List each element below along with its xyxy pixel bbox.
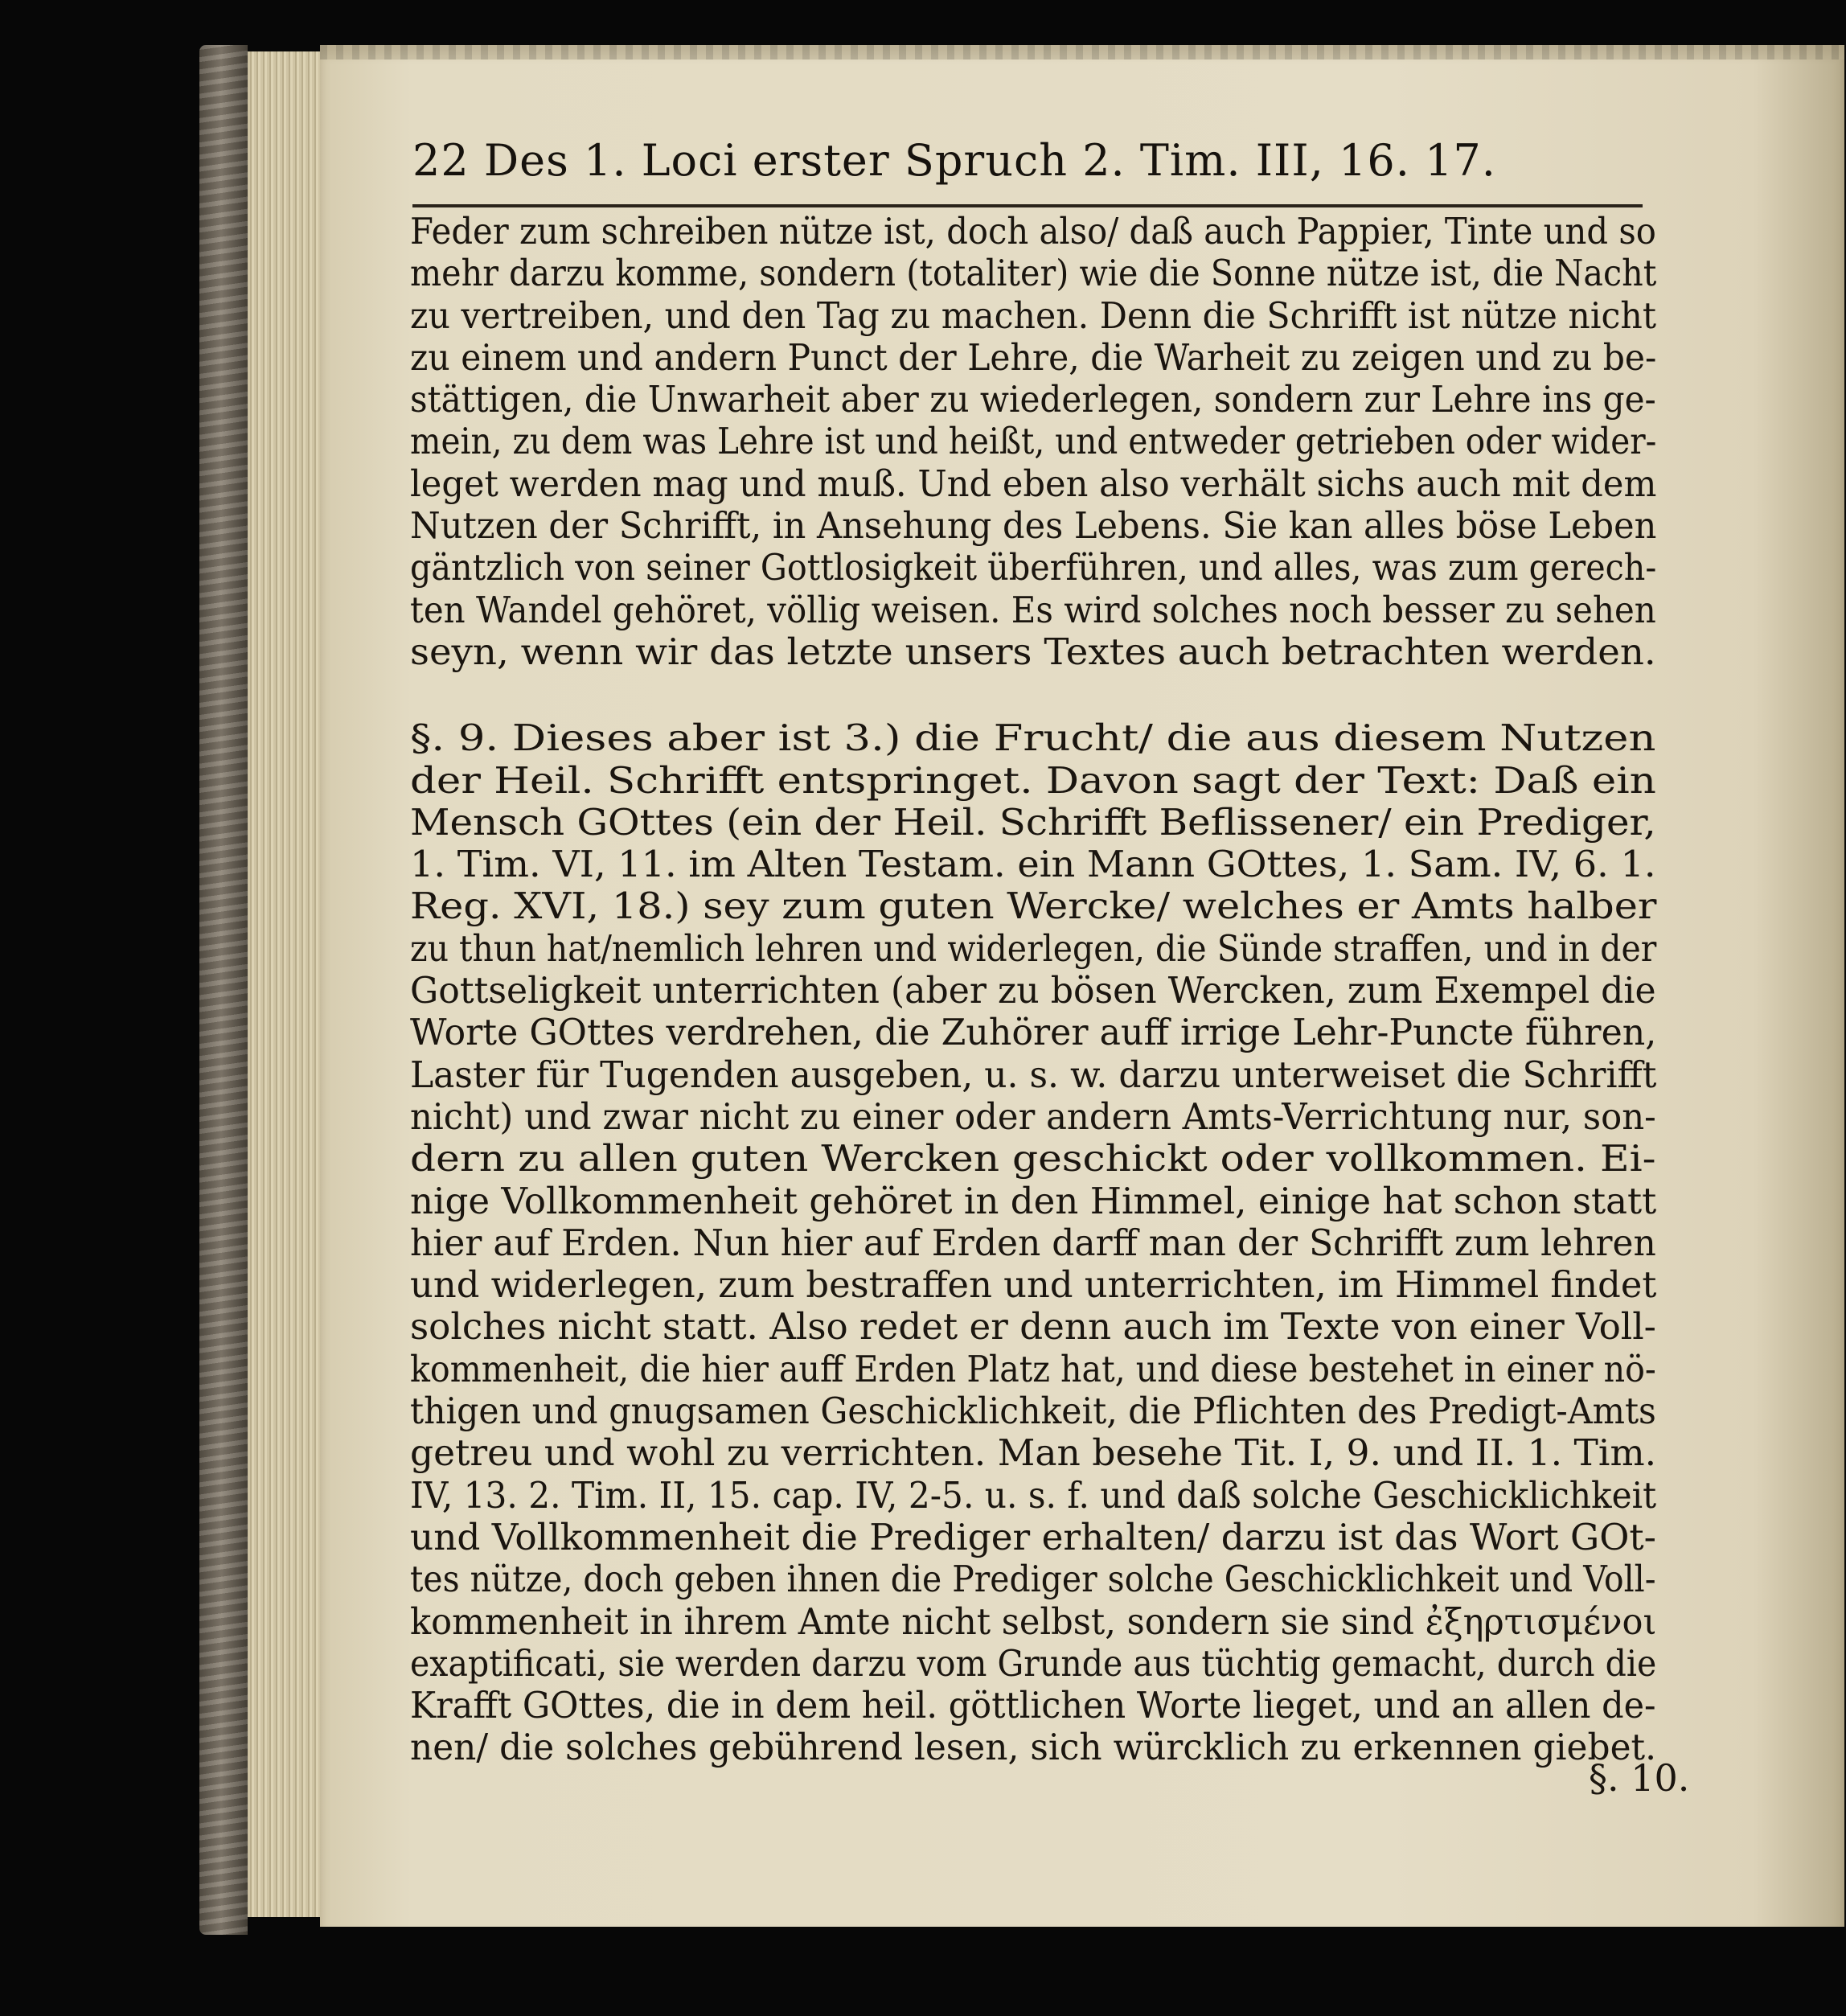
text-line: Feder zum schreiben nütze ist, doch also/ daß auch Pappier, Tinte und so [410,210,1656,253]
text-line: Gottseligkeit unterrichten (aber zu bösen Wercken, zum Exempel die [410,969,1656,1012]
text-line: gäntzlich von seiner Gottlosigkeit überführen, und alles, was zum gerech- [410,546,1657,589]
page-edges [248,51,320,1917]
text-line: nen/ die solches gebührend lesen, sich würcklich zu erkennen giebet. [410,1726,1657,1769]
text-line: getreu und wohl zu verrichten. Man besehe Tit. I, 9. und II. 1. Tim. [410,1431,1657,1475]
text-line: tes nütze, doch geben ihnen die Prediger solche Geschicklichkeit und Voll- [410,1558,1656,1601]
page-top-edge [320,45,1844,60]
text-line: IV, 13. 2. Tim. II, 15. cap. IV, 2-5. u. s. f. und daß solche Geschicklichkeit [410,1473,1657,1517]
text-line: Reg. XVI, 18.) sey zum guten Wercke/ welches er Amts halber [410,885,1657,928]
text-line: hier auf Erden. Nun hier auf Erden darff man der Schrifft zum lehren [410,1221,1656,1264]
text-line: mein, zu dem was Lehre ist und heißt, und entweder getrieben oder wider- [410,420,1657,463]
paragraph-1 [410,211,1664,673]
marbled-cover [199,45,248,1935]
text-line: 1. Tim. VI, 11. im Alten Testam. ein Mann GOttes, 1. Sam. IV, 6. 1. [410,843,1656,886]
text-line: kommenheit, die hier auff Erden Platz hat, und diese bestehet in einer nö- [410,1347,1656,1390]
running-head: 22 Des 1. Loci erster Spruch 2. Tim. III, 16. 17. [412,135,1496,186]
text-line: mehr darzu komme, sondern (totaliter) wie die Sonne nütze ist, die Nacht [410,252,1657,295]
text-line: nicht) und zwar nicht zu einer oder andern Amts-Verrichtung nur, son- [410,1094,1656,1138]
text-line: zu thun hat/nemlich lehren und widerlegen, die Sünde straffen, und in der [410,926,1657,970]
text-line: seyn, wenn wir das letzte unsers Textes auch betrachten werden. [410,630,1656,673]
text-line: der Heil. Schrifft entspringet. Davon sagt der Text: Daß ein [410,758,1656,802]
text-line: leget werden mag und muß. Und eben also verhält sichs auch mit dem [410,462,1657,505]
text-line: stättigen, die Unwarheit aber zu wiederlegen, sondern zur Lehre ins ge- [410,378,1656,421]
text-line: Mensch GOttes (ein der Heil. Schrifft Beflissener/ ein Prediger, [410,800,1656,844]
text-line: dern zu allen guten Wercken geschickt oder vollkommen. Ei- [410,1137,1656,1180]
catchword: §. 10. [1589,1756,1690,1800]
book-page [320,45,1844,1927]
text-line: ten Wandel gehöret, völlig weisen. Es wird solches noch besser zu sehen [410,588,1656,631]
book [199,45,1844,1935]
text-line: nige Vollkommenheit gehöret in den Himmel, einige hat schon statt [410,1179,1657,1222]
text-line: §. 9. Dieses aber ist 3.) die Frucht/ die aus diesem Nutzen [410,716,1656,760]
text-line: Krafft GOttes, die in dem heil. göttlichen Worte lieget, und an allen de- [410,1684,1656,1727]
text-block [410,211,1664,1769]
text-line: exaptificati, sie werden darzu vom Grunde aus tüchtig gemacht, durch die [410,1641,1657,1685]
text-line: Worte GOttes verdrehen, die Zuhörer auff irrige Lehr-Puncte führen, [410,1011,1657,1054]
text-line: und widerlegen, zum bestraffen und unterrichten, im Himmel findet [410,1263,1657,1307]
text-line: thigen und gnugsamen Geschicklichkeit, die Pflichten des Predigt-Amts [410,1390,1656,1433]
text-line: kommenheit in ihrem Amte nicht selbst, sondern sie sind ἐξηρτισμένοι [410,1599,1657,1643]
text-line: Nutzen der Schrifft, in Ansehung des Lebens. Sie kan alles böse Leben [410,504,1657,548]
text-line: Laster für Tugenden ausgeben, u. s. w. darzu unterweiset die Schrifft [410,1053,1657,1096]
head-rule [412,204,1643,207]
text-line: solches nicht statt. Also redet er denn auch im Texte von einer Voll- [410,1305,1656,1349]
text-line: zu vertreiben, und den Tag zu machen. Denn die Schrifft ist nütze nicht [410,294,1656,337]
text-line: zu einem und andern Punct der Lehre, die Warheit zu zeigen und zu be- [410,335,1657,379]
paragraph-gap [410,673,1664,717]
text-line: und Vollkommenheit die Prediger erhalten/ darzu ist das Wort GOt- [410,1515,1656,1558]
paragraph-2 [410,717,1664,1768]
